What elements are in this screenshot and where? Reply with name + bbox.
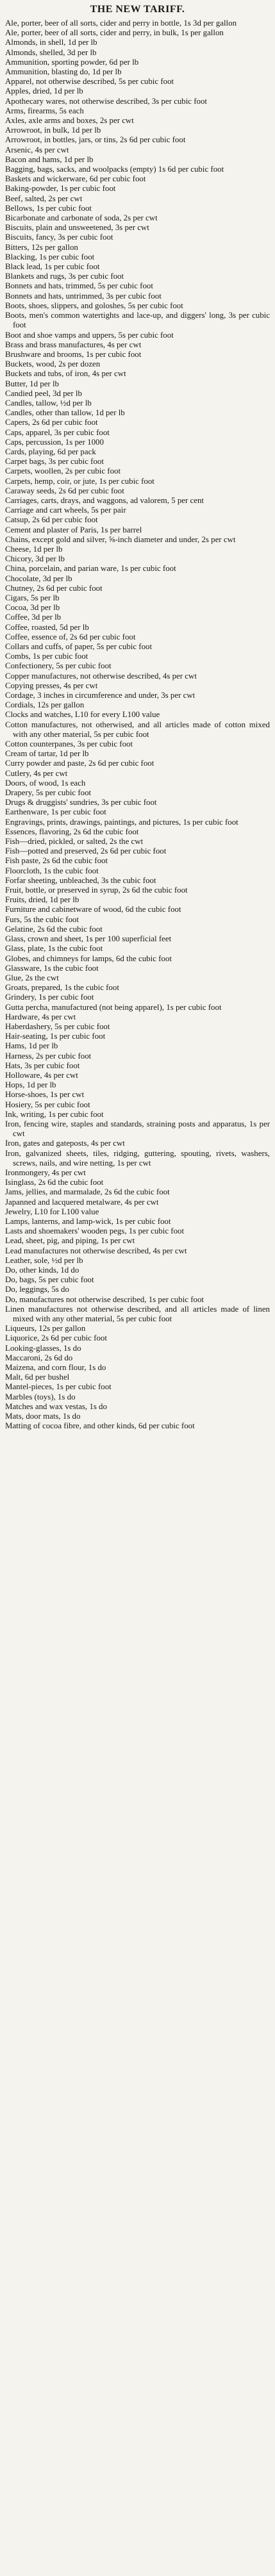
tariff-entry: Hats, 3s per cubic foot — [5, 1061, 80, 1070]
tariff-entry: Mantel-pieces, 1s per cubic foot — [5, 1382, 112, 1392]
tariff-entry: Caraway seeds, 2s 6d per cubic foot — [5, 486, 124, 495]
tariff-entry: Buckets, wood, 2s per dozen — [5, 359, 101, 369]
tariff-entry: Jewelry, L10 for L100 value — [5, 1207, 99, 1216]
tariff-entry: Fish—potted and preserved, 2s 6d per cubic foot — [5, 846, 167, 856]
tariff-entry: Do, leggings, 5s do — [5, 1285, 69, 1294]
tariff-entry: Furniture and cabinetware of wood, 6d the cubic foot — [5, 905, 181, 914]
tariff-entry: Iron, fencing wire, staples and standards, straining posts and apparatus, 1s per cwt — [5, 1119, 270, 1139]
tariff-entry: Liquorice, 2s 6d per cubic foot — [5, 1333, 107, 1343]
tariff-entry: Cigars, 5s per lb — [5, 593, 60, 602]
tariff-entry: Hops, 1d per lb — [5, 1080, 56, 1090]
tariff-entry: Fruit, bottle, or preserved in syrup, 2s 6d the cubic foot — [5, 886, 188, 895]
tariff-entry: Arsenic, 4s per cwt — [5, 145, 69, 154]
tariff-entry: Cement and plaster of Paris, 1s per barrel — [5, 525, 142, 534]
tariff-entry: Combs, 1s per cubic foot — [5, 652, 88, 661]
tariff-entry: Earthenware, 1s per cubic foot — [5, 807, 106, 817]
tariff-entry: Carpets, hemp, coir, or jute, 1s per cubic foot — [5, 476, 154, 486]
tariff-entry: Clocks and watches, L10 for every L100 value — [5, 710, 160, 720]
tariff-entry: Grindery, 1s per cubic foot — [5, 993, 94, 1002]
tariff-entry: Cordage, 3 inches in circumference and under, 3s per cwt — [5, 691, 196, 700]
tariff-entry: Bagging, bags, sacks, and woolpacks (empty) 1s 6d per cubic foot — [5, 165, 224, 174]
tariff-entry: Fish—dried, pickled, or salted, 2s the cwt — [5, 837, 144, 846]
tariff-entry: Glass, crown and sheet, 1s per 100 superficial feet — [5, 934, 172, 944]
tariff-entry: Apothecary wares, not otherwise described, 3s per cubic foot — [5, 96, 207, 106]
tariff-entry: Chutney, 2s 6d per cubic foot — [5, 583, 103, 593]
tariff-entry: Isinglass, 2s 6d the cubic foot — [5, 1178, 104, 1187]
tariff-entry: Almonds, shelled, 3d per lb — [5, 47, 97, 57]
tariff-entry: Gutta percha, manufactured (not being apparel), 1s per cubic foot — [5, 1002, 222, 1012]
tariff-entry: Forfar sheeting, unbleached, 3s the cubic foot — [5, 875, 156, 885]
tariff-entry: Boot and shoe vamps and uppers, 5s per cubic foot — [5, 330, 174, 340]
tariff-entry: Baking-powder, 1s per cubic foot — [5, 184, 116, 194]
tariff-entry: Iron, gates and gateposts, 4s per cwt — [5, 1139, 125, 1148]
tariff-entry: Jams, jellies, and marmalade, 2s 6d the cubic foot — [5, 1187, 170, 1197]
tariff-entry: Catsup, 2s 6d per cubic foot — [5, 515, 98, 525]
tariff-entry: Liqueurs, 12s per gallon — [5, 1324, 86, 1333]
tariff-entry: Essences, flavoring, 2s 6d the cubic foot — [5, 827, 139, 836]
tariff-entry: Baskets and wickerware, 6d per cubic foot — [5, 174, 146, 184]
tariff-entry: Confectionery, 5s per cubic foot — [5, 661, 112, 671]
tariff-entry: Malt, 6d per bushel — [5, 1373, 70, 1382]
tariff-entry: Harness, 2s per cubic foot — [5, 1051, 92, 1061]
tariff-entry: Cards, playing, 6d per pack — [5, 447, 96, 456]
tariff-entry: Horse-shoes, 1s per cwt — [5, 1090, 85, 1100]
tariff-entry: China, porcelain, and parian ware, 1s per cubic foot — [5, 564, 176, 574]
tariff-entry: Linen manufactures not otherwise described, and all articles made of linen mixed with any other material, 5s per cubic foot — [5, 1304, 270, 1324]
tariff-entry: Cotton counterpanes, 3s per cubic foot — [5, 739, 133, 749]
tariff-entry: Leather, sole, ½d per lb — [5, 1255, 83, 1265]
tariff-entry: Haberdashery, 5s per cubic foot — [5, 1021, 110, 1031]
tariff-entry: Hair-seating, 1s per cubic foot — [5, 1032, 106, 1041]
tariff-entry: Engravings, prints, drawings, paintings, and pictures, 1s per cubic foot — [5, 817, 238, 827]
tariff-list — [5, 19, 270, 1431]
tariff-entry: Axles, axle arms and boxes, 2s per cwt — [5, 116, 134, 126]
tariff-entry: Ale, porter, beer of all sorts, cider and perry in bottle, 1s 3d per gallon — [5, 19, 237, 28]
tariff-entry: Chocolate, 3d per lb — [5, 574, 72, 583]
tariff-entry: Boots, shoes, slippers, and goloshes, 5s per cubic foot — [5, 301, 183, 310]
tariff-entry: Brushware and brooms, 1s per cubic foot — [5, 349, 142, 359]
tariff-entry: Buckets and tubs, of iron, 4s per cwt — [5, 369, 126, 379]
tariff-entry: Matting of cocoa fibre, and other kinds, 6d per cubic foot — [5, 1421, 195, 1431]
tariff-entry: Cream of tartar, 1d per lb — [5, 749, 89, 759]
tariff-entry: Lamps, lanterns, and lamp-wick, 1s per cubic foot — [5, 1216, 171, 1226]
tariff-entry: Ironmongery, 4s per cwt — [5, 1168, 86, 1177]
tariff-entry: Coffee, roasted, 5d per lb — [5, 622, 89, 632]
tariff-entry: Butter, 1d per lb — [5, 379, 59, 388]
tariff-entry: Coffee, essence of, 2s 6d per cubic foot — [5, 632, 136, 641]
tariff-entry: Furs, 5s the cubic foot — [5, 914, 79, 924]
tariff-entry: Copying presses, 4s per cwt — [5, 681, 98, 690]
tariff-entry: Boots, men's common watertights and lace-up, and diggers' long, 3s per cubic foot — [5, 311, 270, 330]
tariff-entry: Ammunition, sporting powder, 6d per lb — [5, 57, 139, 67]
tariff-entry: Caps, apparel, 3s per cubic foot — [5, 427, 110, 437]
tariff-entry: Globes, and chimneys for lamps, 6d the cubic foot — [5, 954, 172, 963]
tariff-entry: Cotton manufactures, not otherwised, and all articles made of cotton mixed with any other material, 5s per cubic foot — [5, 720, 270, 739]
tariff-entry: Arrowroot, in bulk, 1d per lb — [5, 126, 101, 135]
tariff-entry: Lead manufactures not otherwise described, 4s per cwt — [5, 1246, 187, 1255]
tariff-entry: Hardware, 4s per cwt — [5, 1012, 76, 1021]
tariff-entry: Iron, galvanized sheets, tiles, ridging, guttering, spouting, rivets, washers, screws, nails, and wire netting, 1s per cwt — [5, 1148, 270, 1168]
tariff-entry: Brass and brass manufactures, 4s per cwt — [5, 340, 142, 349]
tariff-entry: Matches and wax vestas, 1s do — [5, 1401, 107, 1411]
tariff-entry: Carriages, carts, drays, and waggons, ad valorem, 5 per cent — [5, 495, 204, 505]
tariff-entry: Candles, other than tallow, 1d per lb — [5, 408, 125, 418]
tariff-entry: Do, manufactures not otherwise described, 1s per cubic foot — [5, 1294, 204, 1304]
tariff-entry: Ale, porter, beer of all sorts, cider and perry, in bulk, 1s per gallon — [5, 28, 224, 38]
tariff-entry: Carriage and cart wheels, 5s per pair — [5, 506, 126, 515]
tariff-entry: Holloware, 4s per cwt — [5, 1070, 78, 1080]
tariff-entry: Cocoa, 3d per lb — [5, 603, 60, 613]
tariff-entry: Cutlery, 4s per cwt — [5, 768, 68, 778]
tariff-entry: Blankets and rugs, 3s per cubic foot — [5, 272, 124, 281]
tariff-entry: Drapery, 5s per cubic foot — [5, 788, 92, 798]
tariff-entry: Japanned and lacquered metalware, 4s per cwt — [5, 1197, 159, 1207]
tariff-entry: Bonnets and hats, trimmed, 5s per cubic foot — [5, 281, 153, 291]
tariff-entry: Hams, 1d per lb — [5, 1041, 58, 1051]
tariff-entry: Chicory, 3d per lb — [5, 554, 65, 564]
tariff-entry: Curry powder and paste, 2s 6d per cubic foot — [5, 759, 154, 768]
tariff-entry: Collars and cuffs, of paper, 5s per cubic foot — [5, 642, 153, 651]
tariff-entry: Marbles (toys), 1s do — [5, 1392, 76, 1401]
tariff-entry: Almonds, in shell, 1d per lb — [5, 38, 97, 47]
tariff-entry: Chains, except gold and silver, ⅝-inch diameter and under, 2s per cwt — [5, 534, 236, 544]
tariff-entry: Maizena, and corn flour, 1s do — [5, 1363, 106, 1373]
tariff-entry: Arrowroot, in bottles, jars, or tins, 2s 6d per cubic foot — [5, 135, 186, 145]
tariff-entry: Apples, dried, 1d per lb — [5, 87, 83, 96]
tariff-entry: Maccaroni, 2s 6d do — [5, 1353, 73, 1362]
tariff-entry: Glue, 2s the cwt — [5, 973, 59, 982]
tariff-entry: Bacon and hams, 1d per lb — [5, 154, 94, 164]
tariff-entry: Apparel, not otherwise described, 5s per cubic foot — [5, 77, 174, 87]
tariff-entry: Lead, sheet, pig, and piping, 1s per cwt — [5, 1236, 135, 1246]
tariff-entry: Bonnets and hats, untrimmed, 3s per cubic foot — [5, 291, 162, 301]
tariff-entry: Copper manufactures, not otherwise described, 4s per cwt — [5, 671, 197, 681]
tariff-entry: Biscuits, plain and unsweetened, 3s per cwt — [5, 223, 149, 233]
tariff-entry: Carpet bags, 3s per cubic foot — [5, 457, 104, 466]
tariff-entry: Capers, 2s 6d per cubic foot — [5, 418, 98, 427]
tariff-entry: Glassware, 1s the cubic foot — [5, 963, 99, 973]
tariff-entry: Groats, prepared, 1s the cubic foot — [5, 983, 119, 993]
tariff-entry: Arms, firearms, 5s each — [5, 106, 84, 115]
tariff-entry: Candles, tallow, ½d per lb — [5, 398, 92, 408]
tariff-entry: Gelatine, 2s 6d the cubic foot — [5, 924, 103, 934]
page-title: THE NEW TARIFF. — [90, 4, 185, 15]
tariff-entry: Doors, of wood, 1s each — [5, 778, 86, 788]
tariff-entry: Carpets, woollen, 2s per cubic foot — [5, 466, 121, 476]
tariff-entry: Floorcloth, 1s the cubic foot — [5, 866, 99, 875]
tariff-entry: Blacking, 1s per cubic foot — [5, 252, 95, 261]
tariff-entry: Cordials, 12s per gallon — [5, 700, 85, 710]
tariff-entry: Cheese, 1d per lb — [5, 544, 63, 554]
tariff-entry: Black lead, 1s per cubic foot — [5, 262, 100, 272]
tariff-entry: Do, bags, 5s per cubic foot — [5, 1275, 94, 1285]
tariff-entry: Drugs & druggists' sundries, 3s per cubic foot — [5, 798, 157, 807]
tariff-entry: Candied peel, 3d per lb — [5, 388, 82, 398]
tariff-entry: Coffee, 3d per lb — [5, 613, 62, 622]
tariff-entry: Hosiery, 5s per cubic foot — [5, 1100, 90, 1109]
tariff-entry: Bicarbonate and carbonate of soda, 2s per cwt — [5, 213, 158, 223]
tariff-entry: Ink, writing, 1s per cubic foot — [5, 1109, 104, 1119]
tariff-entry: Do, other kinds, 1d do — [5, 1266, 79, 1275]
tariff-entry: Bitters, 12s per gallon — [5, 242, 78, 252]
tariff-entry: Mats, door mats, 1s do — [5, 1412, 81, 1421]
tariff-entry: Lasts and shoemakers' wooden pegs, 1s per cubic foot — [5, 1226, 185, 1236]
tariff-entry: Caps, percussion, 1s per 1000 — [5, 437, 104, 447]
tariff-entry: Looking-glasses, 1s do — [5, 1343, 81, 1353]
tariff-entry: Fish paste, 2s 6d the cubic foot — [5, 856, 108, 866]
tariff-entry: Glass, plate, 1s the cubic foot — [5, 944, 103, 954]
tariff-entry: Fruits, dried, 1d per lb — [5, 895, 79, 905]
tariff-entry: Beef, salted, 2s per cwt — [5, 194, 83, 203]
tariff-entry: Ammunition, blasting do, 1d per lb — [5, 67, 122, 77]
tariff-entry: Biscuits, fancy, 3s per cubic foot — [5, 233, 113, 242]
tariff-entry: Bellows, 1s per cubic foot — [5, 203, 92, 213]
